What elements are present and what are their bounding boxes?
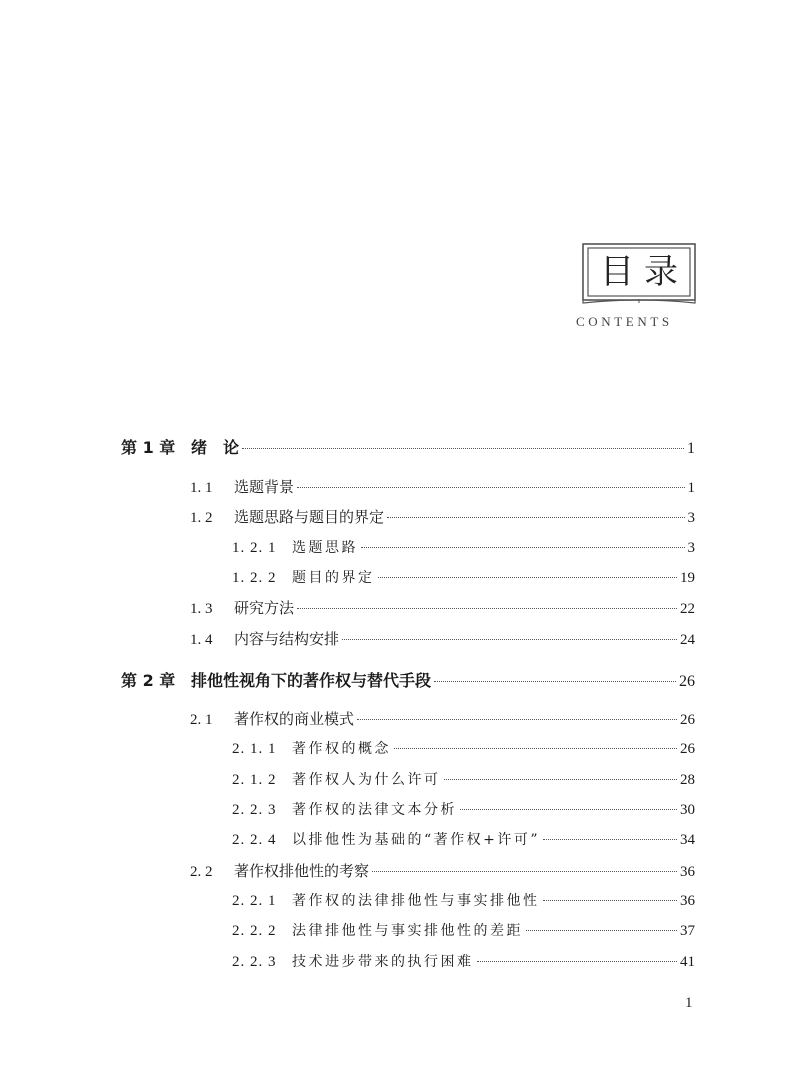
dot-leader bbox=[361, 547, 685, 548]
dot-leader bbox=[394, 748, 677, 749]
dot-leader bbox=[342, 639, 677, 640]
dot-leader bbox=[297, 608, 677, 609]
toc-entry-subsection[interactable] bbox=[232, 829, 695, 853]
toc-entry-title: 内容与结构安排 bbox=[234, 630, 340, 648]
dot-leader bbox=[378, 577, 678, 578]
toc-entry-subsection[interactable] bbox=[232, 769, 695, 793]
toc-entry-number: 2. 2. 4 bbox=[232, 832, 277, 848]
dot-leader bbox=[460, 809, 677, 810]
toc-entry-title: 技术进步带来的执行困难 bbox=[292, 954, 474, 970]
toc-entry-page: 36 bbox=[680, 893, 695, 909]
page-number: 1 bbox=[685, 995, 693, 1011]
toc-entry-page: 19 bbox=[680, 570, 695, 586]
dot-leader bbox=[477, 961, 678, 962]
toc-entry-page: 3 bbox=[687, 540, 695, 556]
toc-entry-title: 著作权人为什么许可 bbox=[292, 772, 441, 788]
dot-leader bbox=[297, 487, 684, 488]
toc-entry-number: 1. 2. 1 bbox=[232, 540, 277, 556]
toc-entry-section[interactable] bbox=[190, 628, 695, 652]
toc-entry-number: 2. 2. 1 bbox=[232, 893, 277, 909]
toc-entry-title: 选题背景 bbox=[234, 478, 295, 496]
dot-leader bbox=[434, 681, 676, 682]
dot-leader bbox=[526, 930, 677, 931]
toc-entry-number: 1. 2 bbox=[190, 510, 213, 526]
toc-entry-number: 第 1 章 bbox=[121, 438, 176, 457]
toc-entry-page: 36 bbox=[680, 864, 695, 880]
toc-entry-subsection[interactable] bbox=[232, 799, 695, 823]
toc-entry-page: 26 bbox=[680, 741, 695, 757]
toc-entry-title: 著作权排他性的考察 bbox=[234, 862, 370, 880]
toc-entry-number: 2. 2. 3 bbox=[232, 954, 277, 970]
toc-entry-title: 绪 论 bbox=[191, 438, 240, 457]
toc-entry-number: 1. 1 bbox=[190, 480, 213, 496]
toc-entry-page: 37 bbox=[680, 923, 695, 939]
toc-entry-title: 著作权的商业模式 bbox=[234, 710, 355, 728]
toc-entry-subsection[interactable] bbox=[232, 738, 695, 762]
toc-entry-section[interactable] bbox=[190, 476, 695, 500]
toc-entry-page: 28 bbox=[680, 772, 695, 788]
dot-leader bbox=[444, 779, 678, 780]
toc-entry-number: 2. 2. 3 bbox=[232, 802, 277, 818]
toc-entry-page: 30 bbox=[680, 802, 695, 818]
toc-entry-page: 26 bbox=[679, 673, 695, 690]
toc-entry-page: 22 bbox=[680, 601, 695, 617]
toc-entry-page: 1 bbox=[687, 480, 695, 496]
toc-entry-number: 2. 1. 2 bbox=[232, 772, 277, 788]
toc-entry-title: 研究方法 bbox=[234, 599, 295, 617]
toc-entry-subsection[interactable] bbox=[232, 890, 695, 914]
page-title: 目录 bbox=[600, 252, 688, 292]
toc-entry-subsection[interactable] bbox=[232, 567, 695, 591]
dot-leader bbox=[543, 900, 678, 901]
page-subtitle: CONTENTS bbox=[576, 314, 673, 329]
toc-entry-title: 排他性视角下的著作权与替代手段 bbox=[191, 671, 432, 690]
toc-entry-subsection[interactable] bbox=[232, 537, 695, 561]
toc-entry-chapter[interactable] bbox=[121, 668, 695, 692]
toc-entry-number: 1. 2. 2 bbox=[232, 570, 277, 586]
toc-entry-page: 34 bbox=[680, 832, 695, 848]
toc-entry-number: 第 2 章 bbox=[121, 671, 176, 690]
toc-entry-page: 1 bbox=[687, 440, 695, 457]
toc-entry-number: 1. 3 bbox=[190, 601, 213, 617]
toc-entry-title: 以排他性为基础的“著作权+许可” bbox=[292, 832, 541, 848]
toc-entry-title: 著作权的法律排他性与事实排他性 bbox=[292, 893, 540, 909]
dot-leader bbox=[543, 839, 677, 840]
toc-entry-section[interactable] bbox=[190, 506, 695, 530]
toc-entry-subsection[interactable] bbox=[232, 920, 695, 944]
toc-entry-title: 选题思路与题目的界定 bbox=[234, 508, 385, 526]
toc-entry-section[interactable] bbox=[190, 708, 695, 732]
toc-entry-number: 2. 2. 2 bbox=[232, 923, 277, 939]
toc-entry-page: 24 bbox=[680, 632, 695, 648]
toc-entry-page: 41 bbox=[680, 954, 695, 970]
dot-leader bbox=[357, 719, 677, 720]
toc-entry-chapter[interactable] bbox=[121, 435, 695, 459]
toc-entry-section[interactable] bbox=[190, 597, 695, 621]
dot-leader bbox=[372, 871, 677, 872]
toc-entry-subsection[interactable] bbox=[232, 951, 695, 975]
toc-entry-title: 著作权的概念 bbox=[292, 741, 391, 757]
toc-entry-title: 题目的界定 bbox=[292, 570, 375, 586]
toc-entry-number: 2. 2 bbox=[190, 864, 213, 880]
toc-entry-title: 著作权的法律文本分析 bbox=[292, 802, 457, 818]
toc-entry-title: 选题思路 bbox=[292, 540, 358, 556]
toc-entry-page: 3 bbox=[687, 510, 695, 526]
toc-entry-number: 1. 4 bbox=[190, 632, 213, 648]
toc-entry-page: 26 bbox=[680, 712, 695, 728]
toc-entry-number: 2. 1 bbox=[190, 712, 213, 728]
toc-entry-title: 法律排他性与事实排他性的差距 bbox=[292, 923, 523, 939]
dot-leader bbox=[387, 517, 684, 518]
toc-entry-number: 2. 1. 1 bbox=[232, 741, 277, 757]
dot-leader bbox=[242, 448, 684, 449]
toc-entry-section[interactable] bbox=[190, 860, 695, 884]
